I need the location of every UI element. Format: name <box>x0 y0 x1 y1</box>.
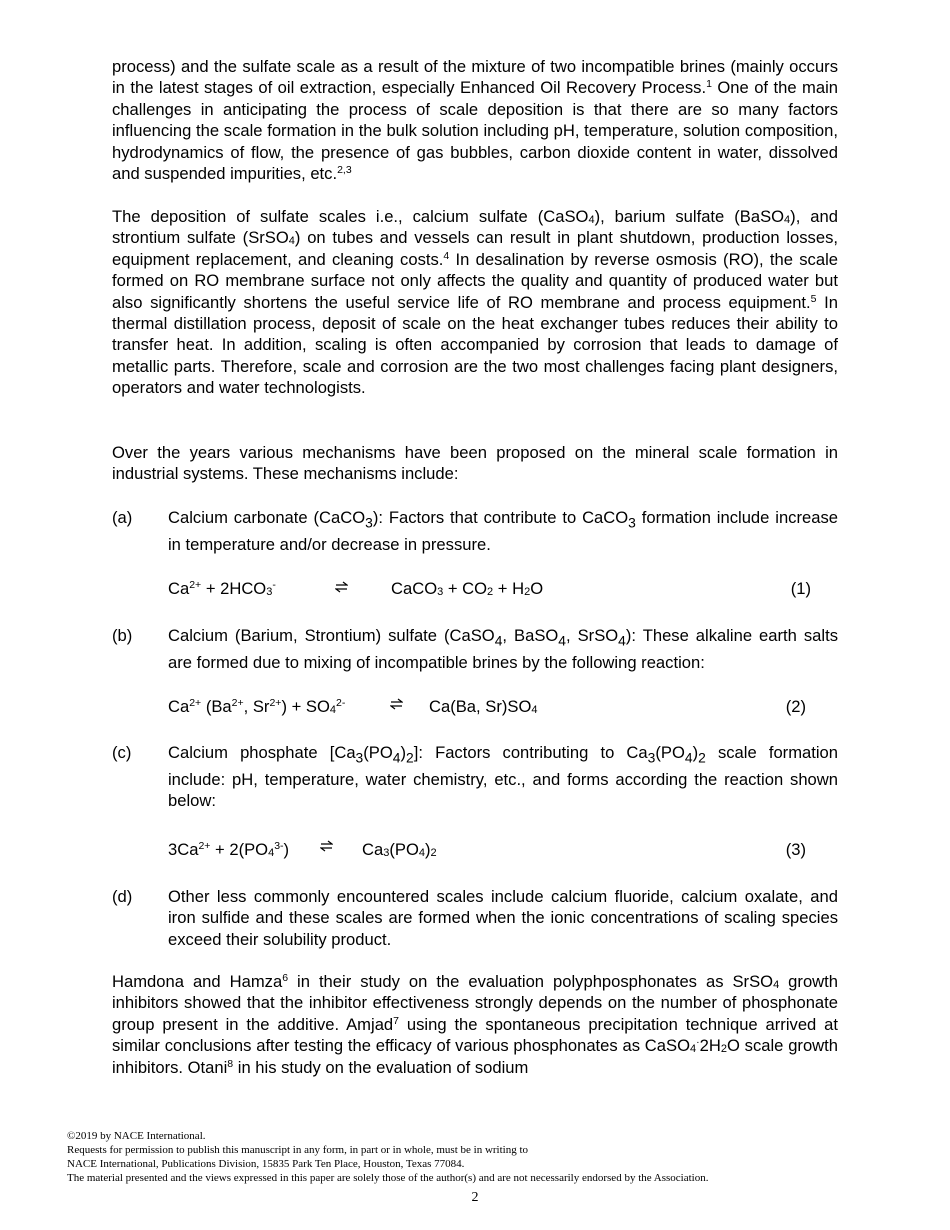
footer-disclaimer: The material presented and the views expressed in this paper are solely those of the author(s) and are not necessarily endorsed by the Association. <box>67 1172 709 1184</box>
list-label-c: (c) <box>112 743 132 762</box>
paragraph-mechanisms: Over the years various mechanisms have been proposed on the mineral scale formation in industrial systems. These mechanisms include: <box>112 443 838 484</box>
list-item-b: Calcium (Barium, Strontium) sulfate (CaSO$_4$, BaSO$_4$, SrSO$_4$): These alkaline earth salts are formed due to mixing of incompatible brines by the following reaction: <box>168 626 838 672</box>
citation-ref: 4 <box>443 249 450 262</box>
citation-ref: 8 <box>227 1057 234 1070</box>
equilibrium-arrow-icon <box>335 581 348 593</box>
list-item-d: Other less commonly encountered scales include calcium fluoride, calcium oxalate, and iron sulfide and these scales are formed when the ionic concentrations of scaling species exceed their solubility product. <box>168 887 838 949</box>
list-label-b: (b) <box>112 626 133 645</box>
list-item-c: Calcium phosphate $[Ca_3(PO_4)_2]$: Factors contributing to $Ca_3(PO_4)_2$ scale formation include: pH, temperature, water chemistry, etc., and forms according the reaction shown below: <box>168 743 838 811</box>
paragraph-literature: Hamdona and Hamza$^6$ in their study on the evaluation polyphposphonates as SrSO$_4$ growth inhibitors showed that the inhibitor effectiveness strongly depends on the number of phosphonate group present in the additive. Amjad$^7$ using the spontaneous precipitation technique arrived at similar conclusions after testing the efficacy of various phosphonates as $CaSO_4^\cdot 2H_2O$ scale growth inhibitors. Otani$^8$ in his study on the evaluation of sodium <box>112 972 839 1077</box>
equation-2-reactants: $Ca^{2+}$ ($Ba^{2+}$, $Sr^{2+}) + SO_4^{2-}$ <box>168 697 346 716</box>
footer-copyright: ©2019 by NACE International. <box>67 1130 206 1142</box>
equation-1-products: CaCO$_3$ + $CO_2 + H_2O$ <box>391 579 544 598</box>
footer-permission: Requests for permission to publish this manuscript in any form, in part or in whole, must be in writing to <box>67 1144 529 1156</box>
paragraph-sulfate-deposition: The deposition of sulfate scales i.e., calcium sulfate (CaSO$_4$), barium sulfate (BaSO$_4$), and strontium sulfate (SrSO$_4$) on tubes and vessels can result in plant shutdown, production losses, equipment replacement, and cleaning costs.$^4$ In desalination by reverse osmosis (RO), the scale formed on RO membrane surface not only affects the quality and quantity of produced water but also significantly shortens the useful service life of RO membrane and process equipment.$^5$ In thermal distillation process, deposit of scale on the heat exchanger tubes reduces their ability to transfer heat. In addition, scaling is often accompanied by corrosion that leads to damage of metallic parts. Therefore, scale and corrosion are the two most challenges facing plant designers, operators and water technologists. <box>112 207 838 398</box>
list-label-a: (a) <box>112 508 133 527</box>
list-label-d: (d) <box>112 887 133 906</box>
equilibrium-arrow-icon <box>320 840 333 852</box>
equation-2-number: (2) <box>785 697 806 716</box>
citation-ref: 7 <box>393 1014 399 1027</box>
footer-address: NACE International, Publications Division, 15835 Park Ten Place, Houston, Texas 77084. <box>67 1158 465 1170</box>
citation-ref: 2,3 <box>337 164 352 177</box>
citation-ref: 1 <box>706 78 712 91</box>
list-item-a: Calcium carbonate (CaCO$_3$): Factors that contribute to CaCO$_3$ formation include increase in temperature and/or decrease in pressure. <box>168 508 838 554</box>
equation-1-number: (1) <box>790 579 811 598</box>
paragraph-intro: process) and the sulfate scale as a result of the mixture of two incompatible brines (mainly occurs in the latest stages of oil extraction, especially Enhanced Oil Recovery Process.$^1$ One of the main challenges in anticipating the process of scale deposition is that there are so many factors influencing the scale formation in the bulk solution including pH, temperature, solution composition, hydrodynamics of flow, the presence of gas bubbles, carbon dioxide content in water, dissolved and suspended impurities, etc.$^{2,3}$ <box>112 57 838 184</box>
equilibrium-arrow-icon <box>390 698 403 710</box>
citation-ref: 5 <box>810 292 817 305</box>
copyright-footer <box>67 1129 708 1185</box>
citation-ref: 6 <box>282 972 289 984</box>
equation-2-products: Ca(Ba, $Sr)SO_4$ <box>429 697 538 716</box>
equation-1-reactants: $Ca^{2+} + 2HCO_3^-$ <box>168 579 276 598</box>
equation-3-products: $Ca_3(PO_4)_2$ <box>362 840 437 859</box>
equation-3-number: (3) <box>785 840 806 859</box>
equation-3-reactants: $3Ca^{2+} + 2(PO_4^{3-})$ <box>168 840 290 859</box>
page-number: 2 <box>471 1190 479 1205</box>
